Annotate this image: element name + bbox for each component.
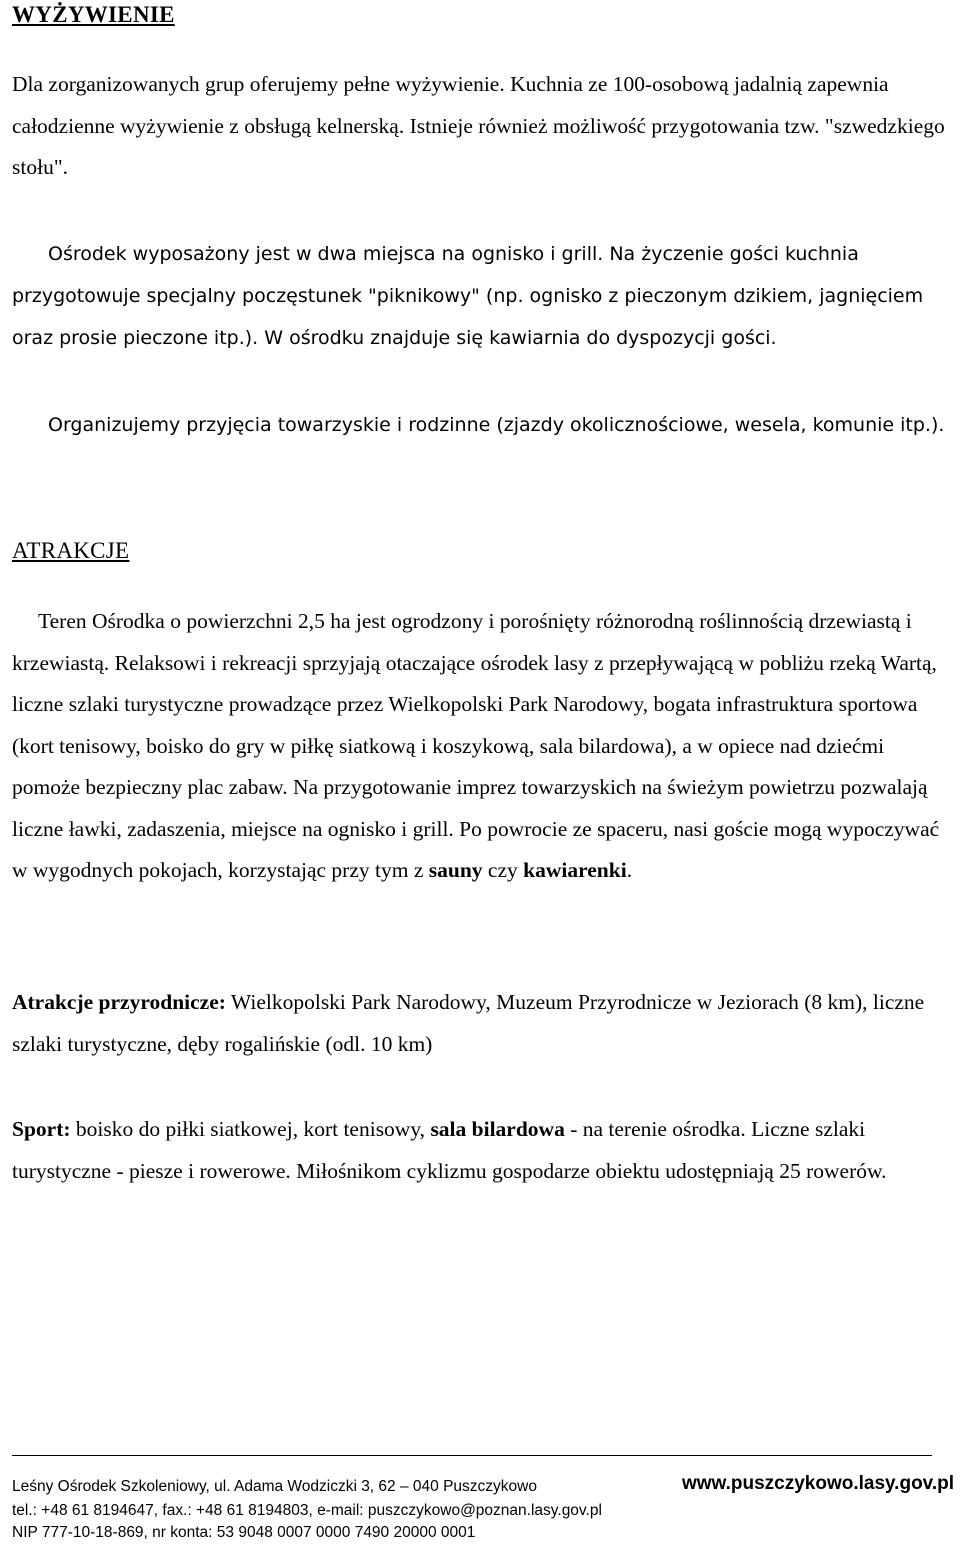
sport-paragraph [12,1109,952,1192]
cafe-highlight: kawiarenki [523,858,627,882]
sport-text-continued: - na terenie ośrodka. Liczne szlaki turystyczne - piesze i rowerowe. Miłośnikom cyklizmu gospodarze obiektu udostępniają 25 rowerów. [12,1117,887,1183]
attractions-text-connector: czy [482,858,524,882]
sauna-highlight: sauny [428,858,483,882]
attractions-heading: ATRAKCJE [12,538,130,563]
food-heading: WYŻYWIENIE [12,2,175,27]
food-paragraph-2: Ośrodek wyposażony jest w dwa miejsca na ognisko i grill. Na życzenie gości kuchnia przygotowuje specjalny poczęstunek "piknikowy" (np. ognisko z pieczonym dzikiem, jagnięciem oraz prosie pieczone itp.). W ośrodku znajduje się kawiarnia do dyspozycji gości. [12,243,924,349]
attractions-text-end: . [626,858,633,882]
attractions-paragraph [12,601,952,892]
footer-website-link[interactable]: www.puszczykowo.lasy.gov.pl [681,1473,954,1494]
billiards-highlight: sala bilardowa [430,1117,565,1141]
nature-attractions-label: Atrakcje przyrodnicze: [12,990,226,1014]
food-paragraph-3: Organizujemy przyjęcia towarzyskie i rodzinne (zjazdy okolicznościowe, wesela, komunie itp.). [48,414,945,436]
sport-label: Sport: [12,1117,71,1141]
footer-contact: tel.: +48 61 8194647, fax.: +48 61 8194803, e-mail: puszczykowo@poznan.lasy.gov.pl [12,1502,602,1519]
sport-text: boisko do piłki siatkowej, kort tenisowy, [70,1117,431,1141]
nature-attractions-text: Wielkopolski Park Narodowy, Muzeum Przyrodnicze w Jeziorach (8 km), liczne szlaki turystyczne, dęby rogalińskie (odl. 10 km) [12,990,925,1056]
attractions-text: Teren Ośrodka o powierzchni 2,5 ha jest ogrodzony i porośnięty różnorodną roślinnością drzewiastą i krzewiastą. Relaksowi i rekreacji sprzyjają otaczające ośrodek lasy z przepływającą w pobliżu rzeką Wartą, liczne szlaki turystyczne prowadzące przez Wielkopolski Park Narodowy, bogata infrastruktura sportowa (kort tenisowy, boisko do gry w piłkę siatkową i koszykową, sala bilardowa), a w opiece nad dziećmi pomoże bezpieczny plac zabaw. Na przygotowanie imprez towarzyskich na świeżym powietrzu pozwalają liczne ławki, zadaszenia, miejsce na ognisko i grill. Po powrocie ze spaceru, nasi goście mogą wypoczywać w wygodnych pokojach, korzystając przy tym z [12,609,940,882]
food-paragraph-1: Dla zorganizowanych grup oferujemy pełne wyżywienie. Kuchnia ze 100-osobową jadalnią zapewnia całodzienne wyżywienie z obsługą kelnerską. Istnieje również możliwość przygotowania tzw. "szwedzkiego stołu". [12,72,945,179]
nature-attractions-paragraph [12,982,952,1065]
footer-address: Leśny Ośrodek Szkoleniowy, ul. Adama Wodziczki 3, 62 – 040 Puszczykowo [12,1478,537,1495]
footer-divider [12,1455,932,1456]
footer-registry: NIP 777-10-18-869, nr konta: 53 9048 0007 0000 7490 20000 0001 [12,1524,476,1541]
